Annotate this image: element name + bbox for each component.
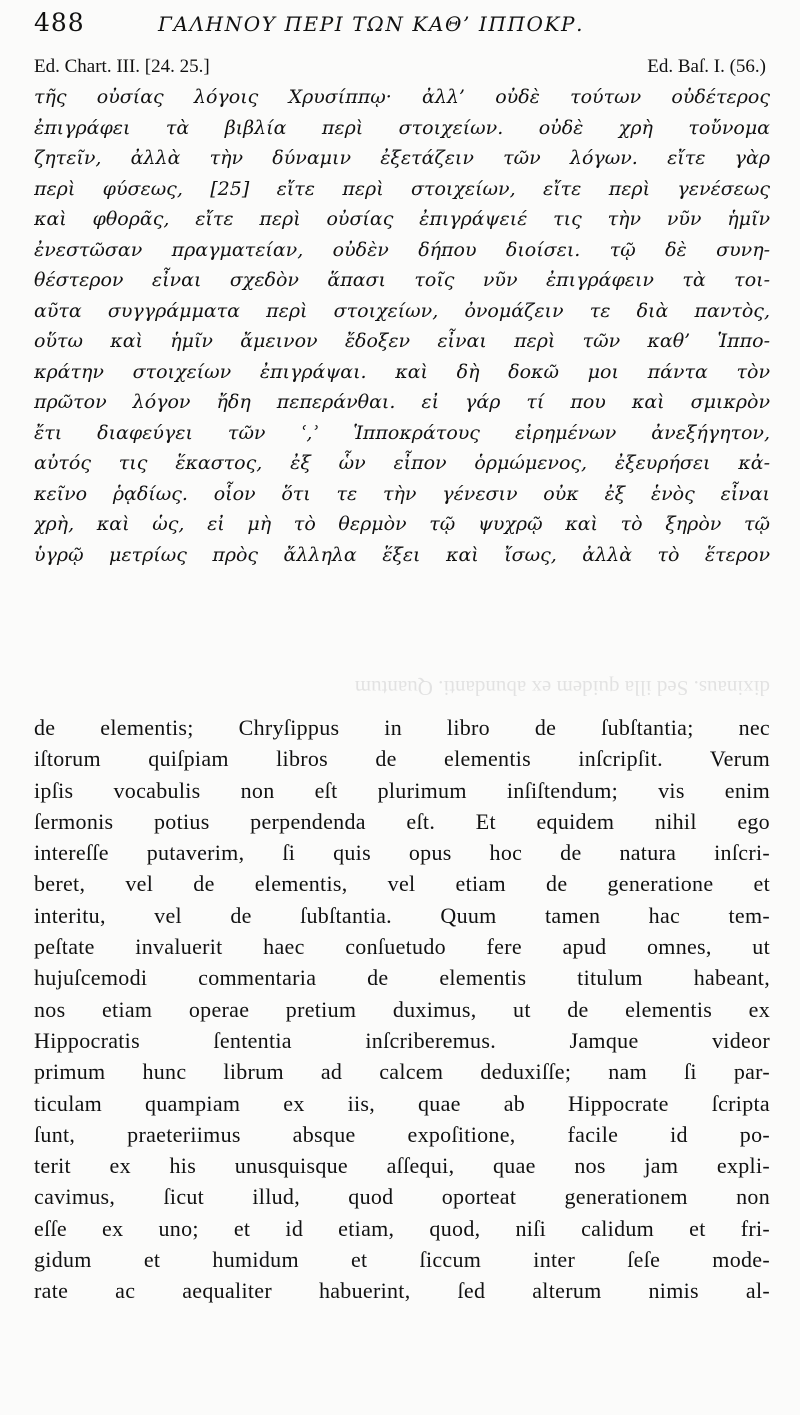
latin-line: ſermonis potius perpendenda eſt. Et equidem nihil ego (34, 808, 770, 834)
latin-line: intereſſe putaverim, ſi quis opus hoc de natura inſcri- (34, 840, 770, 866)
latin-line: primum hunc librum ad calcem deduxiſſe; nam ſi par- (34, 1059, 770, 1085)
greek-line: θέστερον εἶναι σχεδὸν ἅπασι τοῖς νῦν ἐπιγράφειν τὰ τοι- (34, 269, 770, 291)
latin-line: iſtorum quiſpiam libros de elementis inſcripſit. Verum (34, 746, 770, 772)
latin-line: rate ac aequaliter habuerint, ſed alterum nimis al- (34, 1278, 770, 1304)
bleed-through-text: dixinaus. Sed illa quidem ex abundanti. Quantum (354, 676, 770, 700)
greek-line: οὕτω καὶ ἡμῖν ἄμεινον ἔδοξεν εἶναι περὶ τῶν καθ’ Ἱππο- (34, 330, 770, 352)
latin-line: beret, vel de elementis, vel etiam de generatione et (34, 871, 770, 897)
latin-line: Hippocratis ſententia inſcriberemus. Jamque videor (34, 1027, 770, 1053)
latin-line: eſſe ex uno; et id etiam, quod, niſi calidum et fri- (34, 1215, 770, 1241)
latin-line: cavimus, ſicut illud, quod oporteat generationem non (34, 1184, 770, 1210)
latin-line: ticulam quampiam ex iis, quae ab Hippocrate ſcripta (34, 1090, 770, 1116)
greek-line: χρὴ, καὶ ὡς, εἰ μὴ τὸ θερμὸν τῷ ψυχρῷ καὶ τὸ ξηρὸν τῷ (34, 513, 770, 535)
latin-line: de elementis; Chryſippus in libro de ſubſtantia; nec (34, 715, 770, 740)
latin-line: peſtate invaluerit haec conſuetudo fere apud omnes, ut (34, 934, 770, 960)
edition-left: Ed. Chart. III. [24. 25.] (34, 56, 210, 77)
greek-line: ἐνεστῶσαν πραγματείαν, οὐδὲν δήπου διοίσει. τῷ δὲ συνη- (34, 238, 770, 261)
latin-line: ſunt, praeteriimus absque expoſitione, facile id po- (34, 1121, 770, 1147)
latin-line: gidum et humidum et ſiccum inter ſeſe mode- (34, 1247, 770, 1273)
greek-line: περὶ φύσεως, [25] εἴτε περὶ στοιχείων, εἴτε περὶ γενέσεως (34, 177, 770, 200)
greek-line: κράτην στοιχείων ἐπιγράψαι. καὶ δὴ δοκῶ μοι πάντα τὸν (34, 360, 770, 383)
greek-line: κεῖνο ῥᾳδίως. οἷον ὅτι τε τὴν γένεσιν οὐκ ἐξ ἑνὸς εἶναι (34, 482, 770, 505)
latin-line: ipſis vocabulis non eſt plurimum inſiſtendum; vis enim (34, 777, 770, 803)
greek-line: τῆς οὐσίας λόγοις Χρυσίππῳ· ἀλλ’ οὐδὲ τούτων οὐδέτερος (34, 86, 770, 108)
page-header (34, 8, 774, 48)
latin-line: nos etiam operae pretium duximus, ut de elementis ex (34, 996, 770, 1022)
greek-line: αὐτός τις ἕκαστος, ἐξ ὧν εἶπον ὁρμώμενος, ἐξευρήσει κἀ- (34, 452, 770, 474)
greek-line: καὶ φθορᾶς, εἴτε περὶ οὐσίας ἐπιγράψειέ τις τὴν νῦν ἡμῖν (34, 208, 770, 230)
latin-line: interitu, vel de ſubſtantia. Quum tamen hac tem- (34, 902, 770, 928)
greek-line: ἐπιγράφει τὰ βιβλία περὶ στοιχείων. οὐδὲ χρὴ τοὔνομα (34, 116, 770, 139)
greek-line: αῦτα συγγράμματα περὶ στοιχείων, ὀνομάζειν τε διὰ παντὸς, (34, 299, 770, 322)
greek-line: ὑγρῷ μετρίως πρὸς ἄλληλα ἕξει καὶ ἴσως, ἀλλὰ τὸ ἕτερον (34, 543, 770, 566)
edition-reference (34, 56, 766, 84)
edition-right: Ed. Baſ. I. (56.) (647, 56, 766, 77)
running-head: ΓΑΛΗΝΟΥ ΠΕΡΙ ΤΩΝ ΚΑΘ’ ΙΠΠΟΚΡ. (158, 12, 585, 36)
latin-line: hujuſcemodi commentaria de elementis titulum habeant, (34, 965, 770, 991)
greek-line: ζητεῖν, ἀλλὰ τὴν δύναμιν ἐξετάζειν τῶν λόγων. εἴτε γὰρ (34, 147, 770, 169)
greek-line: πρῶτον λόγον ἤδη πεπεράνθαι. εἰ γάρ τί που καὶ σμικρὸν (34, 391, 770, 413)
greek-text-block (34, 82, 770, 570)
latin-line: terit ex his unusquisque aſſequi, quae nos jam expli- (34, 1153, 770, 1179)
greek-line: ἔτι διαφεύγει τῶν ʿ,ʾ Ἱπποκράτους εἰρημένων ἀνεξήγητον, (34, 421, 770, 444)
page-number: 488 (34, 8, 85, 37)
latin-text-block (34, 712, 770, 1307)
